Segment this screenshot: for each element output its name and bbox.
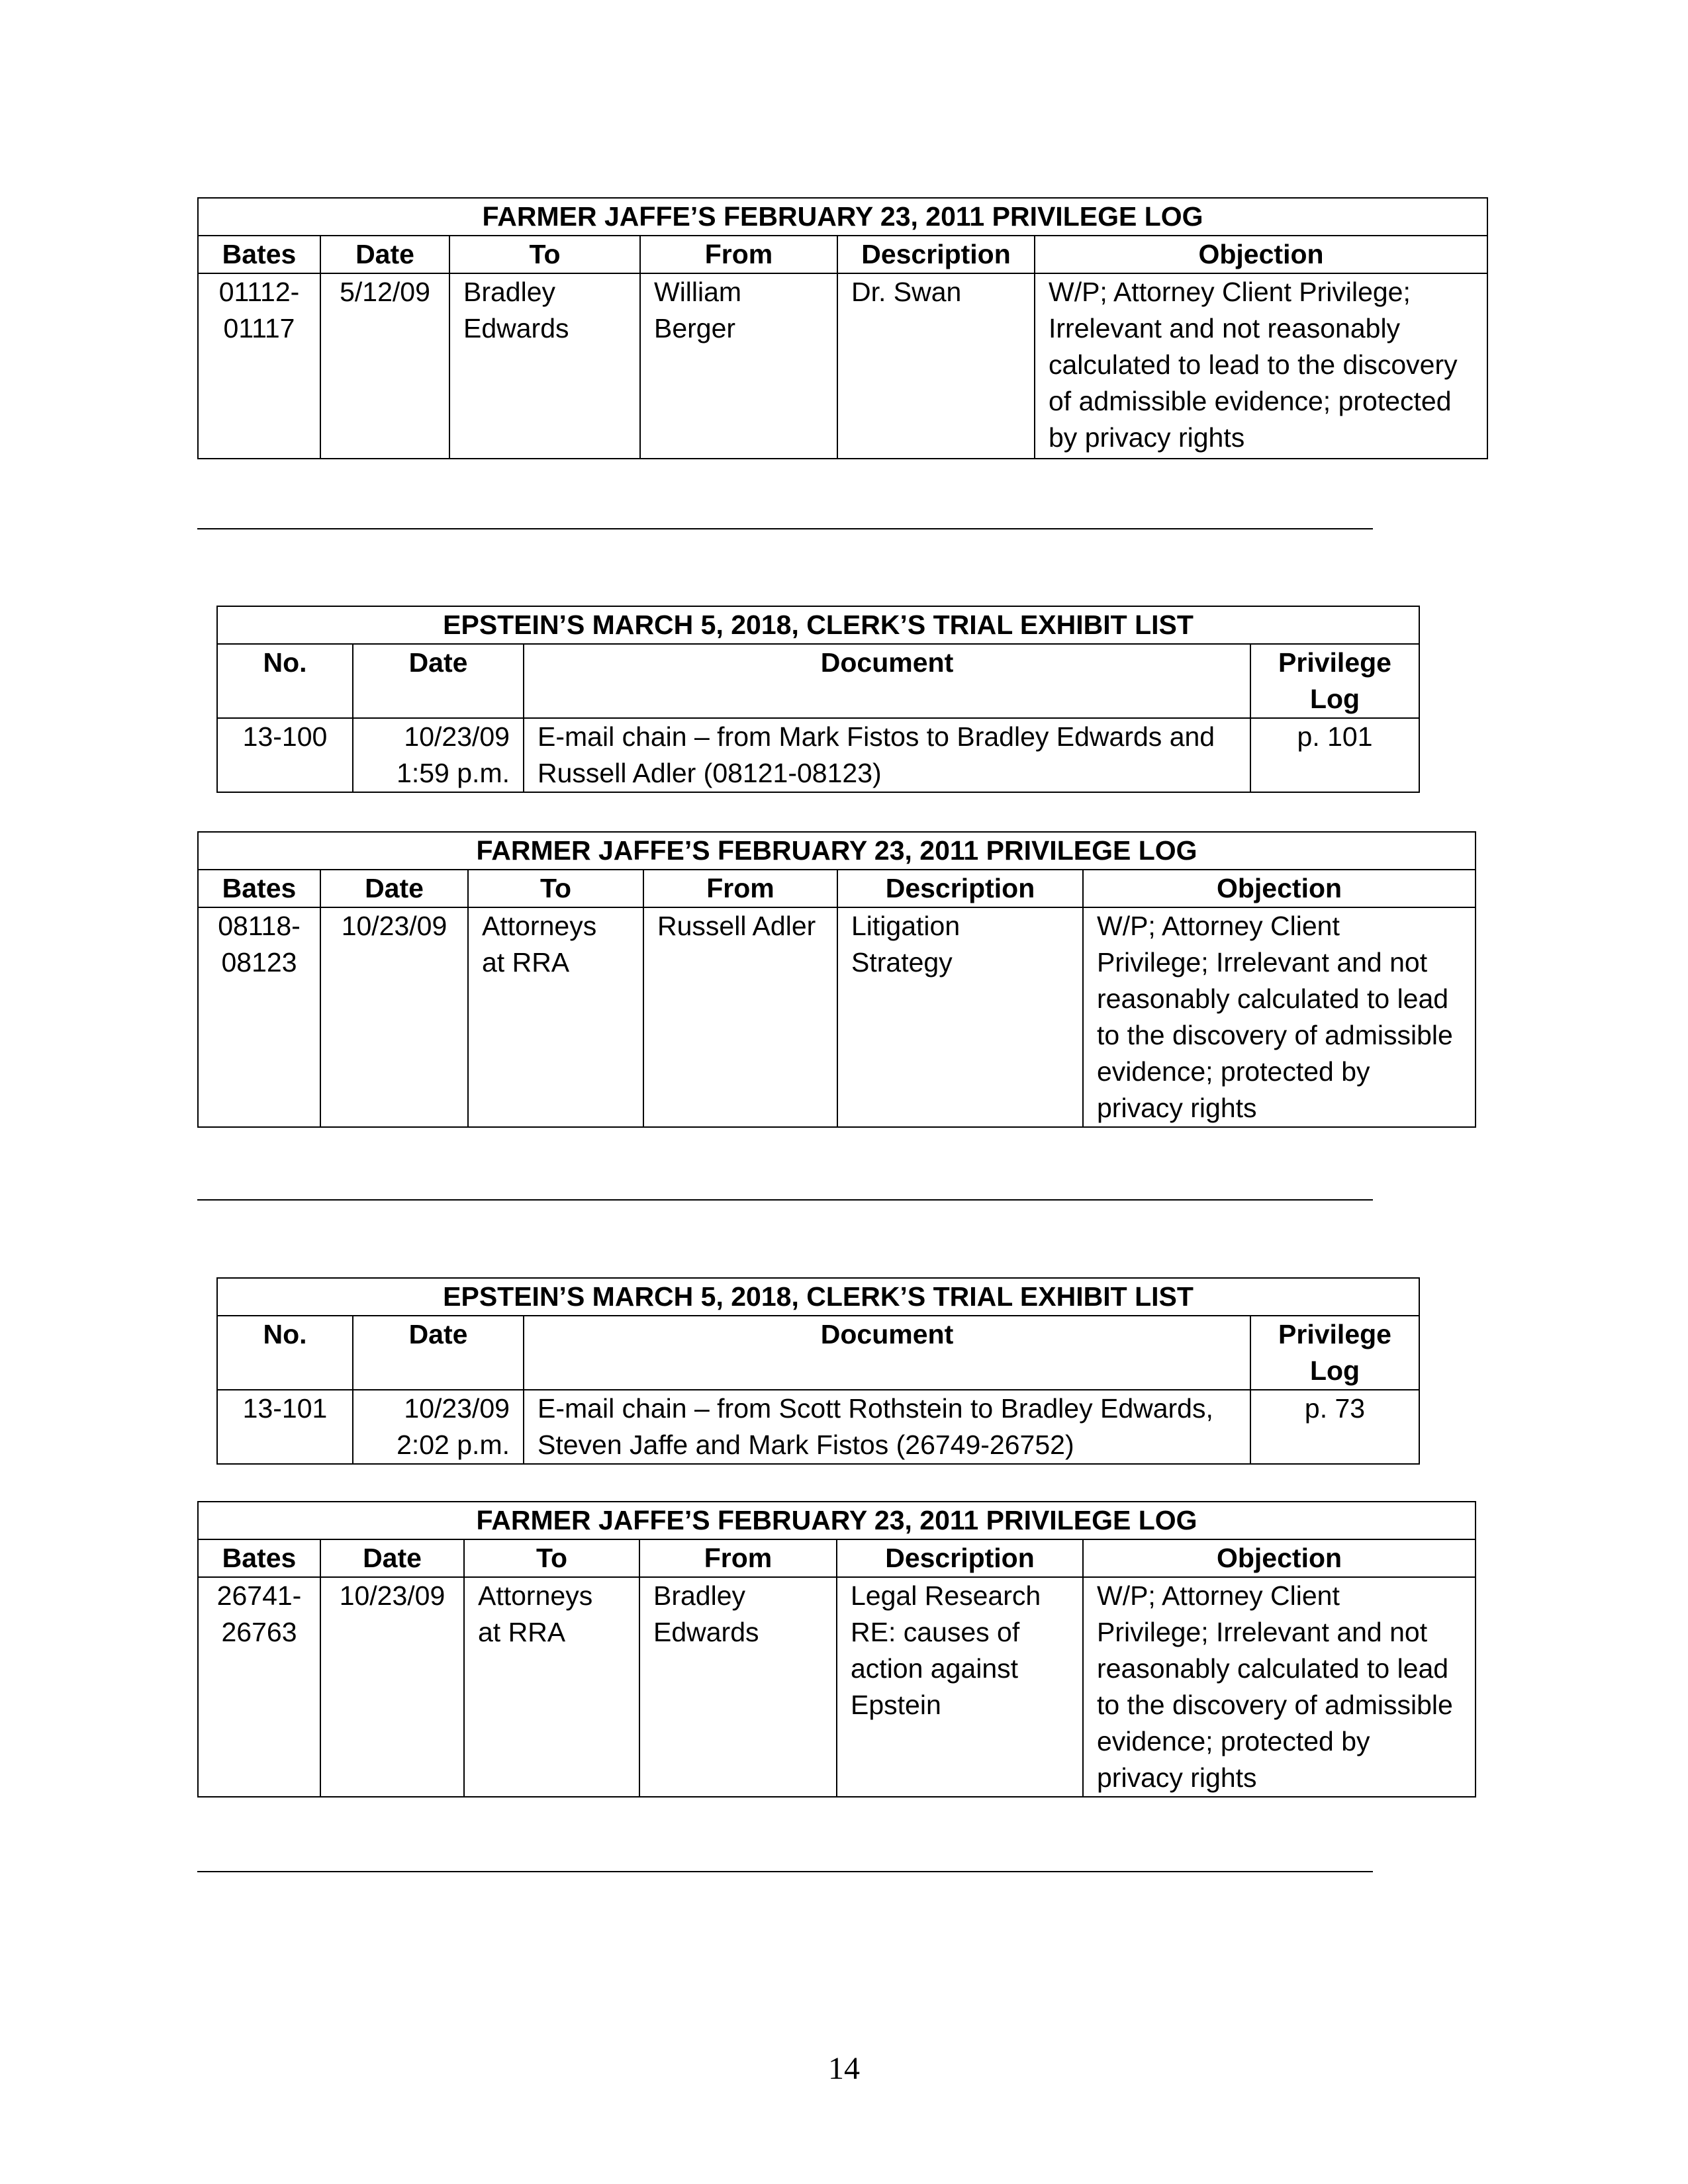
header-row [198,1539,1476,1577]
header-row [198,870,1476,907]
table-title: FARMER JAFFE’S FEBRUARY 23, 2011 PRIVILEGE LOG [198,1502,1476,1539]
privilege-log-table [197,1501,1476,1797]
to-cell: Bradley Edwards [449,273,640,459]
objection-cell: W/P; Attorney Client Privilege; Irrelevant and not reasonably calculated to lead to the discovery of admissible evidence; protected by privacy rights [1083,907,1476,1127]
from-cell: Bradley Edwards [639,1577,837,1797]
column-header-privilege-log: Privilege Log [1250,644,1419,718]
column-header-date: Date [353,644,524,718]
column-header-privilege-log: Privilege Log [1250,1316,1419,1390]
bates-cell: 26741- 26763 [198,1577,320,1797]
table-row [217,718,1419,792]
description-cell: Legal Research RE: causes of action against Epstein [837,1577,1083,1797]
column-header-document: Document [524,1316,1250,1390]
privilege-log-page-cell: p. 73 [1250,1390,1419,1464]
column-header-from: From [643,870,837,907]
document-cell: E-mail chain – from Scott Rothstein to Bradley Edwards, Steven Jaffe and Mark Fistos (26749-26752) [524,1390,1250,1464]
column-header-bates: Bates [198,870,320,907]
table-row [217,1390,1419,1464]
column-header-objection: Objection [1035,236,1487,273]
objection-cell: W/P; Attorney Client Privilege; Irrelevant and not reasonably calculated to lead to the discovery of admissible evidence; protected by privacy rights [1035,273,1487,459]
date-cell: 10/23/09 [320,1577,464,1797]
from-cell: Russell Adler [643,907,837,1127]
document-cell: E-mail chain – from Mark Fistos to Bradley Edwards and Russell Adler (08121-08123) [524,718,1250,792]
column-header-bates: Bates [198,1539,320,1577]
to-cell: Attorneys at RRA [464,1577,639,1797]
column-header-to: To [468,870,643,907]
objection-cell: W/P; Attorney Client Privilege; Irrelevant and not reasonably calculated to lead to the discovery of admissible evidence; protected by privacy rights [1083,1577,1476,1797]
column-header-description: Description [837,236,1035,273]
table-title: EPSTEIN’S MARCH 5, 2018, CLERK’S TRIAL EXHIBIT LIST [217,606,1419,644]
from-cell: William Berger [640,273,837,459]
column-header-bates: Bates [198,236,320,273]
column-header-date: Date [353,1316,524,1390]
column-header-date: Date [320,236,449,273]
separator-line [197,1871,1373,1872]
date-cell: 10/23/09 [320,907,468,1127]
column-header-no: No. [217,644,353,718]
table-title: FARMER JAFFE’S FEBRUARY 23, 2011 PRIVILEGE LOG [198,198,1487,236]
privilege-log-page-cell: p. 101 [1250,718,1419,792]
exhibit-number-cell: 13-101 [217,1390,353,1464]
column-header-date: Date [320,870,468,907]
column-header-from: From [640,236,837,273]
date-cell: 10/23/09 2:02 p.m. [353,1390,524,1464]
privilege-log-table [197,831,1476,1128]
exhibit-list-table [216,606,1420,793]
column-header-objection: Objection [1083,1539,1476,1577]
column-header-date: Date [320,1539,464,1577]
page-number: 14 [828,2051,860,2086]
table-row [198,1577,1476,1797]
column-header-description: Description [837,1539,1083,1577]
column-header-from: From [639,1539,837,1577]
table-row [198,907,1476,1127]
exhibit-list-table [216,1277,1420,1465]
bates-cell: 01112- 01117 [198,273,320,459]
column-header-description: Description [837,870,1083,907]
header-row [198,236,1487,273]
separator-line [197,528,1373,529]
description-cell: Dr. Swan [837,273,1035,459]
column-header-to: To [464,1539,639,1577]
header-row [217,644,1419,718]
exhibit-number-cell: 13-100 [217,718,353,792]
bates-cell: 08118- 08123 [198,907,320,1127]
separator-line [197,1199,1373,1201]
header-row [217,1316,1419,1390]
column-header-to: To [449,236,640,273]
date-cell: 10/23/09 1:59 p.m. [353,718,524,792]
table-row [198,273,1487,459]
column-header-no: No. [217,1316,353,1390]
table-title: EPSTEIN’S MARCH 5, 2018, CLERK’S TRIAL EXHIBIT LIST [217,1278,1419,1316]
column-header-objection: Objection [1083,870,1476,907]
privilege-log-table [197,197,1488,459]
table-title: FARMER JAFFE’S FEBRUARY 23, 2011 PRIVILEGE LOG [198,832,1476,870]
description-cell: Litigation Strategy [837,907,1083,1127]
column-header-document: Document [524,644,1250,718]
date-cell: 5/12/09 [320,273,449,459]
to-cell: Attorneys at RRA [468,907,643,1127]
